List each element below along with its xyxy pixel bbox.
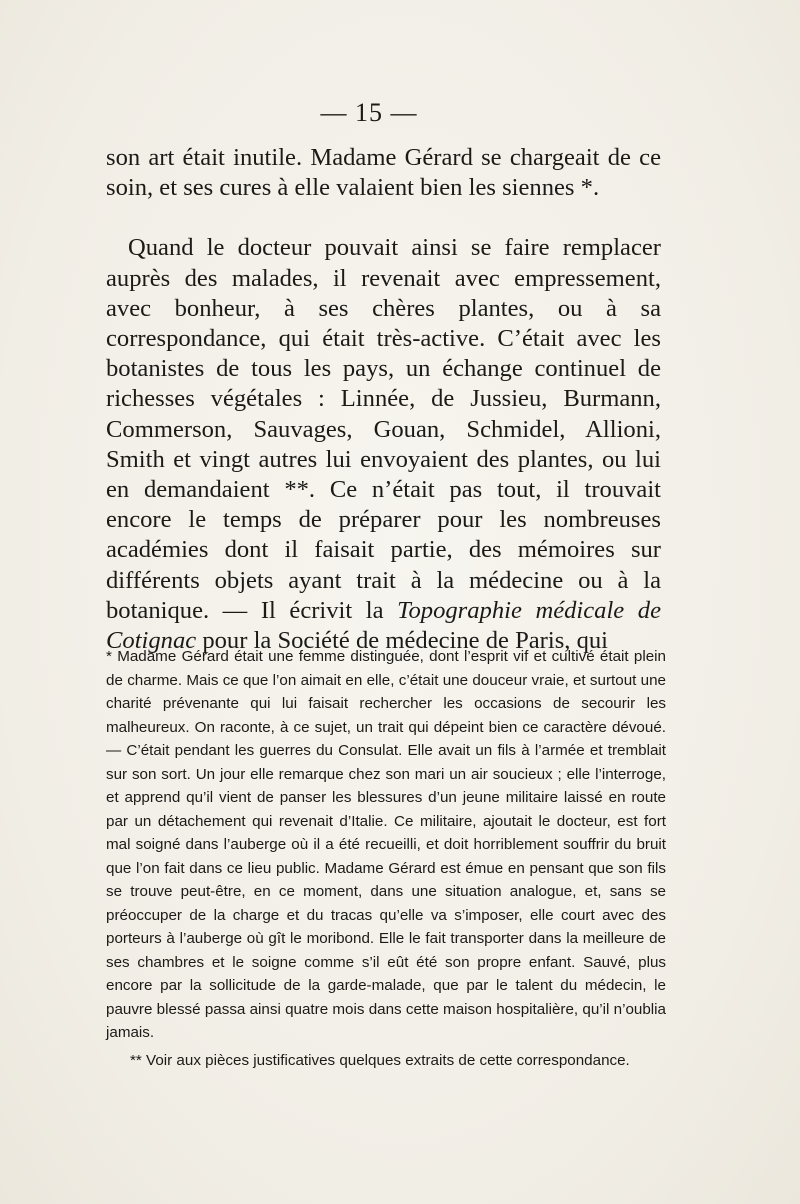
page-number: — 15 — (320, 98, 418, 127)
paragraph-1: son art était inutile. Madame Gérard se chargeait de ce soin, et ses cures à elle valaient bien les siennes *. (106, 144, 661, 202)
topographie-title: Topographie médicale de Cotignac (106, 596, 661, 655)
paragraph-2-start: Quand le docteur pouvait ainsi se faire remplacer auprès des malades, il revenait avec empressement, avec bonheur, à ses chères plantes, ou à sa correspondance, qui était très-active. C’était avec les botanistes de tous les pays, un échange continuel de richesses végétales : Linnée, de Jussieu, Burmann, Commerson, Sauvages, Gouan, Schmidel, Allioni, Smith et vingt autres lui envoyaient des plantes, ou lui en demandaient **. Ce n’était pas tout, il trouvait encore le temps de préparer pour les nombreuses académies dont il faisait partie, des mémoires sur différents objets ayant trait à la médecine ou à la botanique. — Il écrivit la (106, 234, 661, 624)
footnote-1: * Madame Gérard était une femme distinguée, dont l’esprit vif et cultivé était plein de charme. Mais ce que l’on aimait en elle, c’était une douceur vraie, et surtout une charité prévenante qui lui faisait rechercher les occasions de secourir les malheureux. On raconte, à ce sujet, un trait qui dépeint bien ce caractère dévoué. — C’était pendant les guerres du Consulat. Elle avait un fils à l’armée et tremblait sur son sort. Un jour elle remarque chez son mari un air soucieux ; elle l’interroge, et apprend qu’il vient de panser les blessures d’un jeune militaire laissé en route par un détachement qui revenait d’Italie. Ce militaire, ajoutait le docteur, est fort mal soigné dans l’auberge où il a été recueilli, et doit horriblement souffrir du bruit que l’on fait dans ce lieu public. Madame Gérard est émue en pensant que son fils se trouve peut-être, en ce moment, dans une situation analogue, et, sans se préoccuper de la charge et du tracas qu’elle va s’imposer, elle court avec des porteurs à l’auberge où gît le moribond. Elle le fait transporter dans la meilleure de ses chambres et le soigne comme s’il eût été son propre enfant. Sauvé, plus encore par la sollicitude de la garde-malade, que par le talent du médecin, le pauvre blessé passa ainsi quatre mois dans cette maison hospitalière, qu’il n’oublia jamais. (106, 648, 666, 1041)
paragraph-2 (106, 233, 661, 656)
main-text (106, 143, 661, 656)
paragraph-2-end: pour la Société de médecine de Paris, qui (196, 627, 609, 655)
footnotes (106, 645, 666, 1072)
footnote-2: ** Voir aux pièces justificatives quelques extraits de cette correspondance. (130, 1051, 630, 1069)
